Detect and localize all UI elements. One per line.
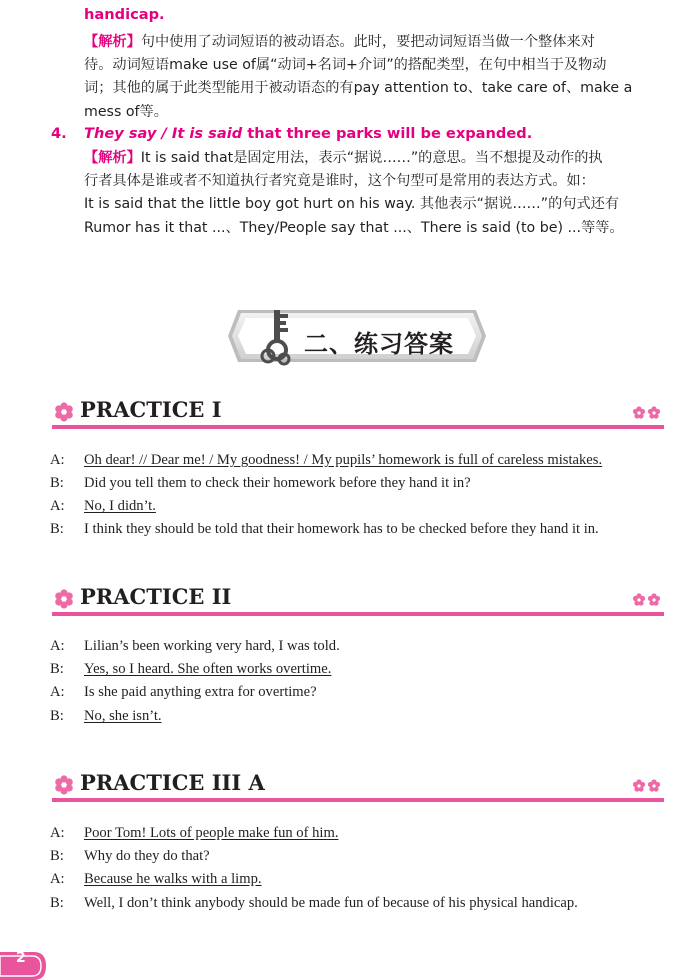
practice-3a-rule (52, 798, 664, 802)
lead-word-text: handicap. (84, 6, 165, 23)
practice-3a-line-2 (50, 848, 660, 865)
practice-3a-line-4 (50, 895, 660, 912)
explanation-2-line-1 (84, 147, 664, 170)
practice-1-line-3 (50, 498, 660, 515)
answer-text: Poor Tom! Lots of people make fun of him. (84, 825, 339, 841)
dialogue-text: Did you tell them to check their homework before they hand it in? (84, 475, 471, 491)
double-flower-icon (632, 593, 662, 607)
item-4-heading (84, 125, 532, 142)
lead-word (84, 6, 165, 23)
explanation-1-line-3: 词；其他的属于此类型能用于被动语态的有pay attention to、take care of、make a (84, 80, 633, 97)
practice-1-rule (52, 425, 664, 429)
practice-3a-line-1 (50, 825, 660, 842)
answer-text: Yes, so I heard. She often works overtime. (84, 661, 332, 677)
explanation-1-line-4: mess of等。 (84, 103, 168, 120)
speaker-label: A: (50, 684, 65, 700)
practice-1-line-4 (50, 521, 660, 538)
practice-1-line-1 (50, 452, 660, 469)
flower-icon (54, 775, 74, 795)
analysis-tag: 【解析】 (84, 34, 141, 50)
explanation-1-line-2: 待。动词短语make use of属“动词+名词+介词”的搭配类型，在句中相当于及物动 (84, 57, 607, 74)
banner-title: 二、练习答案 (304, 330, 454, 358)
practice-3a-line-3 (50, 871, 660, 888)
explanation-2-line-1-text: It is said that是固定用法，表示“据说……”的意思。当不想提及动作的执 (140, 150, 603, 166)
practice-2-line-1 (50, 638, 660, 655)
speaker-label: A: (50, 498, 65, 514)
speaker-label: B: (50, 895, 64, 911)
speaker-label: B: (50, 521, 64, 537)
practice-2-line-2 (50, 661, 660, 678)
dialogue-text: Why do they do that? (84, 848, 210, 864)
answer-text: No, I didn’t. (84, 498, 156, 514)
dialogue-text: Well, I don’t think anybody should be made fun of because of his physical handicap. (84, 895, 578, 911)
explanation-1-line-1 (84, 31, 664, 54)
answer-text: No, she isn’t. (84, 708, 162, 724)
item-4-heading-rest: that three parks will be expanded. (242, 125, 533, 142)
practice-1-line-2 (50, 475, 660, 492)
speaker-label: A: (50, 638, 65, 654)
explanation-2-line-2: 行者具体是谁或者不知道执行者究竟是谁时，这个句型可是常用的表达方式。如： (84, 173, 595, 190)
speaker-label: B: (50, 708, 64, 724)
explanation-paragraph-2 (84, 147, 664, 240)
analysis-tag: 【解析】 (84, 150, 141, 166)
speaker-label: A: (50, 871, 65, 887)
dialogue-text: Lilian’s been working very hard, I was told. (84, 638, 340, 654)
practice-1-title: PRACTICE I (80, 397, 222, 422)
key-icon (254, 308, 296, 366)
answer-text: Oh dear! // Dear me! / My goodness! / My pupils’ homework is full of careless mistakes. (84, 452, 603, 468)
speaker-label: A: (50, 452, 65, 468)
flower-icon (54, 589, 74, 609)
double-flower-icon (632, 779, 662, 793)
speaker-label: B: (50, 661, 64, 677)
item-4-heading-italic: They say / It is said (84, 125, 243, 142)
practice-3a-header (52, 770, 664, 807)
explanation-2-line-4: Rumor has it that ...、They/People say that ...、There is said (to be) ...等等。 (84, 219, 624, 236)
explanation-paragraph-1 (84, 31, 664, 124)
practice-2-line-4 (50, 708, 660, 725)
practice-2-line-3 (50, 684, 660, 701)
practice-2-rule (52, 612, 664, 616)
page-number: 2 (16, 950, 26, 966)
speaker-label: B: (50, 475, 64, 491)
dialogue-text: I think they should be told that their homework has to be checked before they hand it in. (84, 521, 599, 537)
section-banner (224, 304, 490, 368)
double-flower-icon (632, 406, 662, 420)
flower-icon (54, 402, 74, 422)
dialogue-text: Is she paid anything extra for overtime? (84, 684, 317, 700)
speaker-label: B: (50, 848, 64, 864)
practice-2-title: PRACTICE II (80, 584, 232, 609)
practice-1-header (52, 397, 664, 434)
speaker-label: A: (50, 825, 65, 841)
practice-3a-title: PRACTICE III A (80, 770, 265, 795)
answer-text: Because he walks with a limp. (84, 871, 262, 887)
explanation-1-line-1-text: 句中使用了动词短语的被动语态。此时，要把动词短语当做一个整体来对 (140, 34, 595, 50)
explanation-2-line-3: It is said that the little boy got hurt on his way. 其他表示“据说……”的句式还有 (84, 196, 620, 213)
item-number: 4. (51, 125, 67, 142)
practice-2-header (52, 584, 664, 621)
